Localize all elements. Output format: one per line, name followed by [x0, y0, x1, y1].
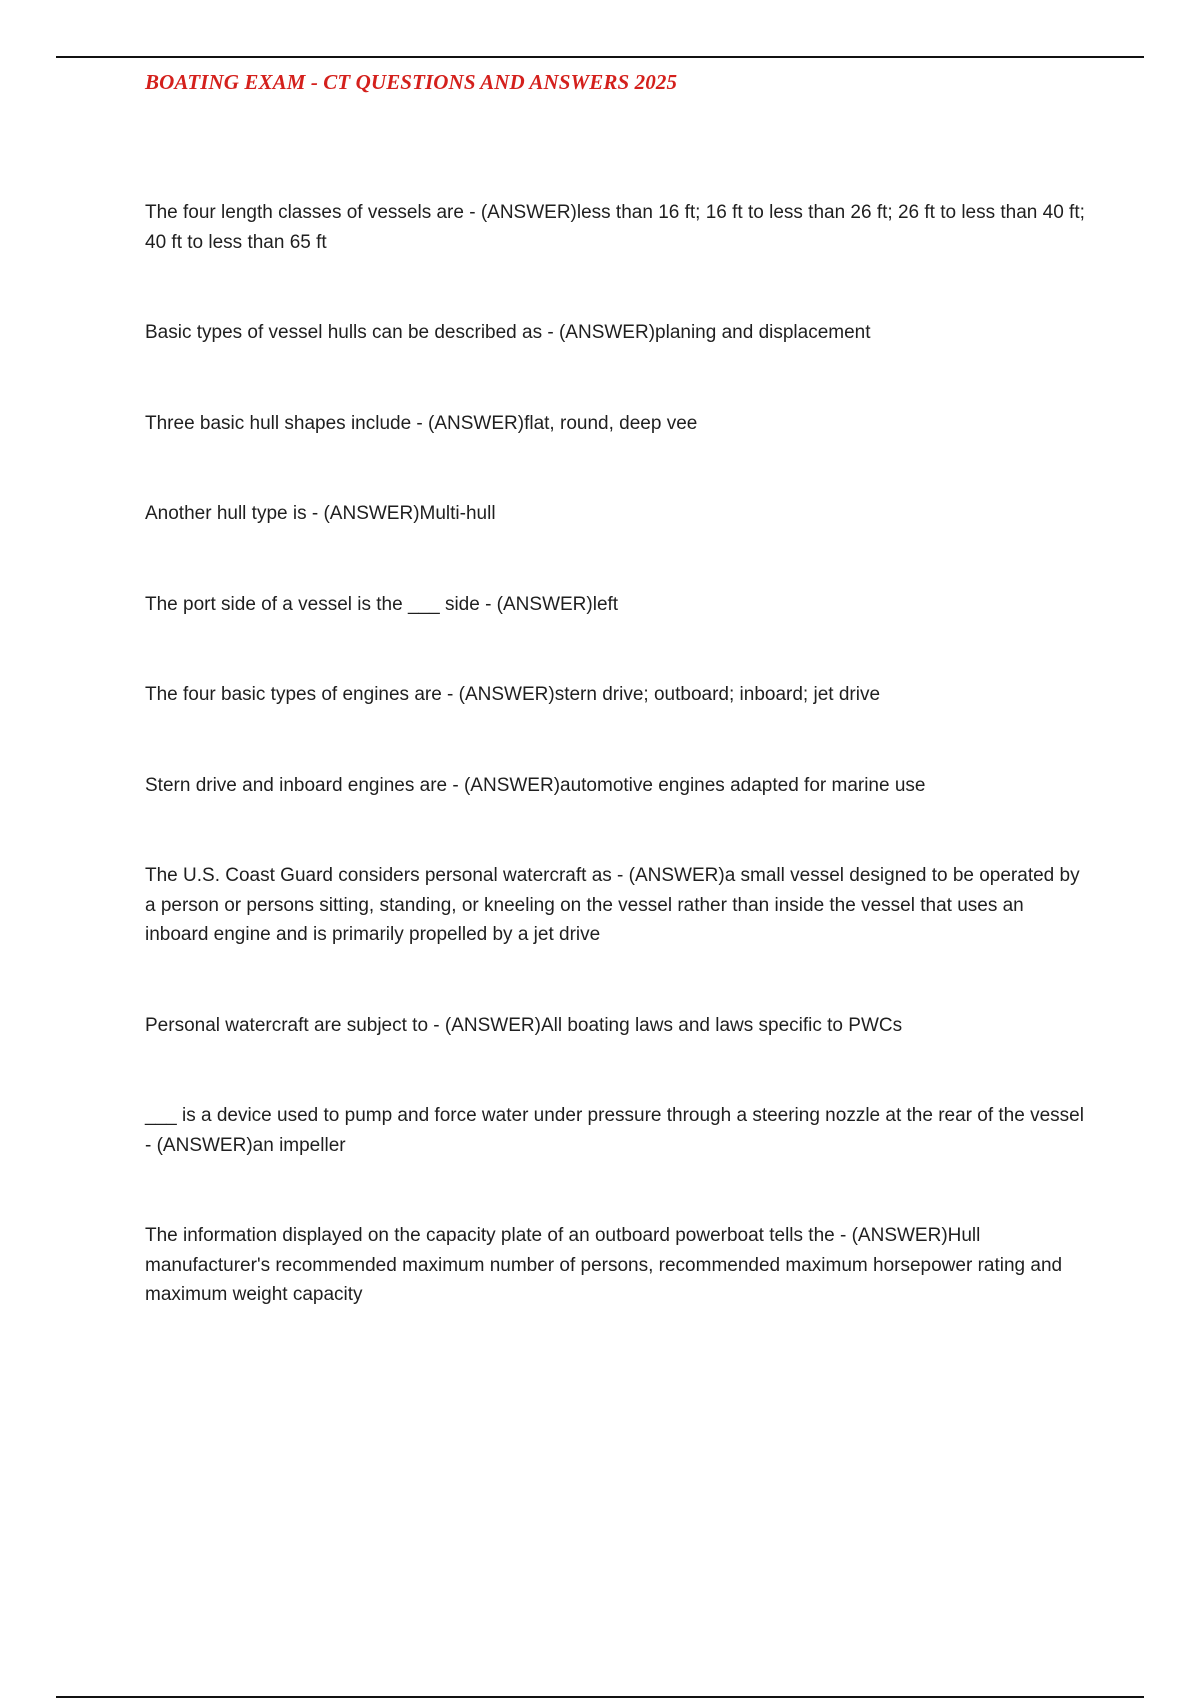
footer-rule — [56, 1696, 1144, 1698]
qa-item-1: The four length classes of vessels are - (ANSWER)less than 16 ft; 16 ft to less than 26 ft; 26 ft to less than 40 ft; 40 ft to less than 65 ft — [145, 202, 1085, 253]
qa-list — [145, 198, 1090, 1310]
qa-item-4: Another hull type is - (ANSWER)Multi-hull — [145, 503, 496, 524]
qa-item-3: Three basic hull shapes include - (ANSWER)flat, round, deep vee — [145, 412, 698, 434]
qa-item-11: The information displayed on the capacity plate of an outboard powerboat tells the - (ANSWER)Hull manufacturer's recommended maximum number of persons, recommended maximum horsepower rating and maximum weight capacity — [145, 1225, 1063, 1305]
qa-item-6: The four basic types of engines are - (ANSWER)stern drive; outboard; inboard; jet drive — [145, 684, 881, 705]
qa-item-7: Stern drive and inboard engines are - (ANSWER)automotive engines adapted for marine use — [145, 774, 926, 796]
qa-item-10: ___ is a device used to pump and force water under pressure through a steering nozzle at the rear of the vessel - (ANSWER)an impeller — [145, 1105, 1084, 1156]
qa-item-2: Basic types of vessel hulls can be described as - (ANSWER)planing and displacement — [145, 322, 871, 343]
qa-item-9: Personal watercraft are subject to - (ANSWER)All boating laws and laws specific to PWCs — [145, 1014, 903, 1036]
header-rule — [56, 56, 1144, 58]
document-title: BOATING EXAM - CT QUESTIONS AND ANSWERS 2025 — [145, 70, 678, 94]
qa-item-5: The port side of a vessel is the ___ side - (ANSWER)left — [145, 593, 619, 615]
qa-item-8: The U.S. Coast Guard considers personal watercraft as - (ANSWER)a small vessel designed to be operated by a person or persons sitting, standing, or kneeling on the vessel rather than inside the vessel that uses an inboard engine and is primarily propelled by a jet drive — [145, 865, 1080, 945]
